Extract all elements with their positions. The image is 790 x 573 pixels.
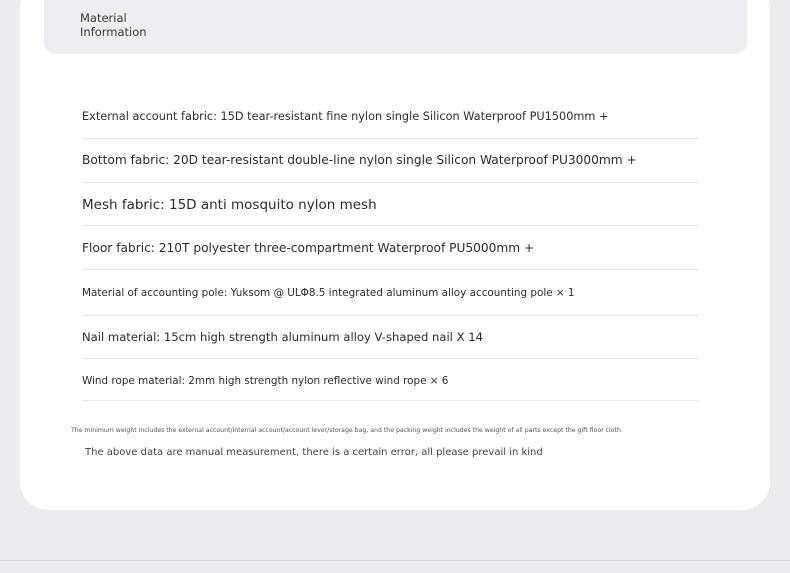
spec-external-fabric: External account fabric: 15D tear-resistant fine nylon single Silicon Waterproof PU1500mm + bbox=[82, 109, 609, 123]
spec-divider bbox=[82, 182, 698, 183]
spec-accounting-pole: Material of accounting pole: Yuksom @ ULΦ8.5 integrated aluminum alloy accounting pole × 1 bbox=[82, 286, 575, 299]
measurement-note: The above data are manual measurement, there is a certain error, all please prevail in kind bbox=[85, 447, 543, 458]
spec-divider bbox=[82, 225, 698, 226]
spec-floor-fabric: Floor fabric: 210T polyester three-compartment Waterproof PU5000mm + bbox=[82, 241, 535, 255]
page-divider bbox=[0, 560, 790, 561]
spec-divider bbox=[82, 400, 698, 401]
spec-divider bbox=[82, 269, 698, 270]
spec-divider bbox=[82, 358, 698, 359]
spec-nail-material: Nail material: 15cm high strength aluminum alloy V-shaped nail X 14 bbox=[82, 329, 483, 344]
spec-bottom-fabric: Bottom fabric: 20D tear-resistant double-line nylon single Silicon Waterproof PU3000mm + bbox=[82, 153, 637, 167]
weight-note: The minimum weight includes the external account/internal account/account lever/storage bag, and the packing weight includes the weight of all parts except the gift floor cloth. bbox=[71, 427, 623, 434]
spec-wind-rope: Wind rope material: 2mm high strength nylon reflective wind rope × 6 bbox=[82, 374, 449, 387]
spec-divider bbox=[82, 138, 698, 139]
spec-mesh-fabric: Mesh fabric: 15D anti mosquito nylon mesh bbox=[82, 196, 377, 213]
section-title: Material Information bbox=[80, 11, 147, 39]
spec-divider bbox=[82, 315, 698, 316]
